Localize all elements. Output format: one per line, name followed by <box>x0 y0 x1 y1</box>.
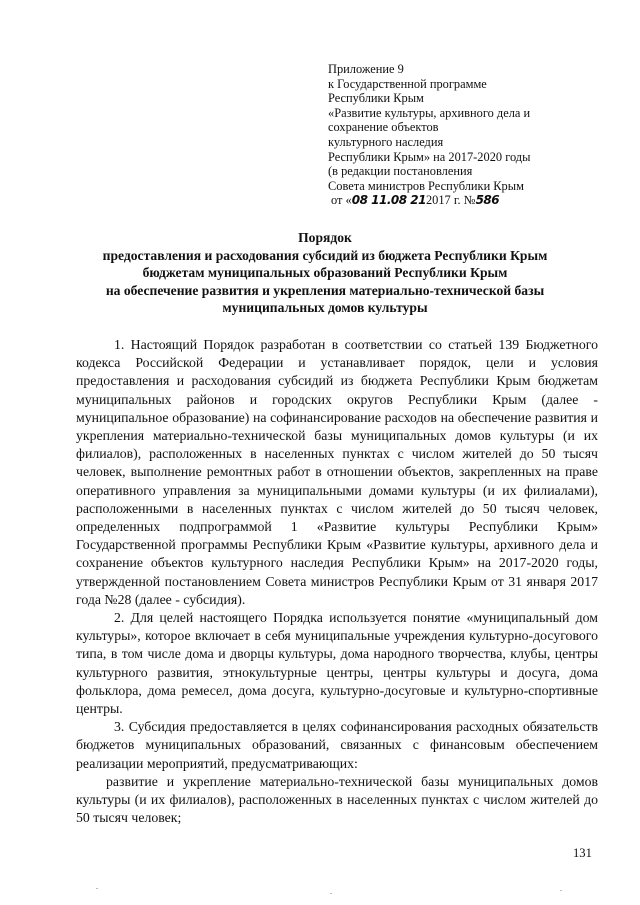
scan-artifact <box>560 890 562 891</box>
page-number: 131 <box>573 846 592 860</box>
title-line: на обеспечение развития и укрепления материально-технической базы <box>105 282 545 298</box>
appendix-header <box>328 62 608 208</box>
scan-artifact <box>96 888 98 889</box>
appendix-line: культурного наследия <box>328 134 444 149</box>
paragraph-1: 1. Настоящий Порядок разработан в соответствии со статьей 139 Бюджетного кодекса Российской Федерации и устанавливает порядок, цели и условия предоставления и расходования субсидий из бюджета Республики Крым бюджетам муниципальных районов и городских округов Республики Крым (далее - муниципальное образование) на софинансирование расходов на обеспечение развития и укрепления материально-технической базы муниципальных домов культуры (и их филиалов), расположенных в населенных пунктах с числом жителей до 50 тысяч человек, выполнение ремонтных работ в отношении объектов, закрепленных на праве оперативного управления за муниципальными домами культуры (и их филиалами), расположенными в населенных пунктах с числом жителей до 50 тысяч человек, определенных подпрограммой 1 «Развитие культуры Республики Крым» Государственной программы Республики Крым «Развитие культуры, архивного дела и сохранение объектов культурного наследия Республики Крым» на 2017-2020 годы, утвержденной постановлением Совета министров Республики Крым от 31 января 2017 года №28 (далее - субсидия). <box>76 337 598 607</box>
appendix-line: Республики Крым <box>328 91 424 106</box>
appendix-line: «Развитие культуры, архивного дела и <box>328 105 531 120</box>
title-line: муниципальных домов культуры <box>222 300 428 316</box>
title-line: бюджетам муниципальных образований Республики Крым <box>142 265 508 281</box>
paragraph-4: развитие и укрепление материально-технической базы муниципальных домов культуры (и их филиалов), расположенных в населенных пунктах с числом жителей до 50 тысяч человек; <box>76 773 598 826</box>
date-middle: 2017 г. № <box>425 193 476 208</box>
appendix-line: Республики Крым» на 2017-2020 годы <box>328 149 531 164</box>
handwritten-date: 08 11.08 21 <box>351 193 426 208</box>
appendix-line: к Государственной программе <box>328 76 487 91</box>
title-line: предоставления и расходования субсидий из бюджета Республики Крым <box>102 247 548 263</box>
appendix-line: Совета министров Республики Крым <box>328 178 524 193</box>
resolution-date-line <box>328 193 608 208</box>
paragraph-3: 3. Субсидия предоставляется в целях софинансирования расходных обязательств бюджетов муниципальных образований, связанных с финансовым обеспечением реализации мероприятий, предусматривающих: <box>76 719 598 771</box>
date-prefix: от « <box>331 193 352 208</box>
paragraph-2: 2. Для целей настоящего Порядка используется понятие «муниципальный дом культуры», которое включает в себя муниципальные учреждения культурно-досугового типа, в том числе дома и дворцы культуры, дома народного творчества, клубы, центры культурного развития, этнокультурные центры, центры культуры и досуга, дома фольклора, дома ремесел, дома досуга, культурно-досуговые и культурно-спортивные центры. <box>76 610 598 717</box>
scan-artifact <box>330 893 332 894</box>
handwritten-number: 586 <box>475 193 500 208</box>
appendix-line: Приложение 9 <box>328 62 404 76</box>
document-title <box>60 229 590 317</box>
title-heading: Порядок <box>298 230 352 245</box>
document-body <box>76 336 598 827</box>
appendix-line: сохранение объектов <box>328 120 439 135</box>
appendix-line: (в редакции постановления <box>328 164 473 179</box>
